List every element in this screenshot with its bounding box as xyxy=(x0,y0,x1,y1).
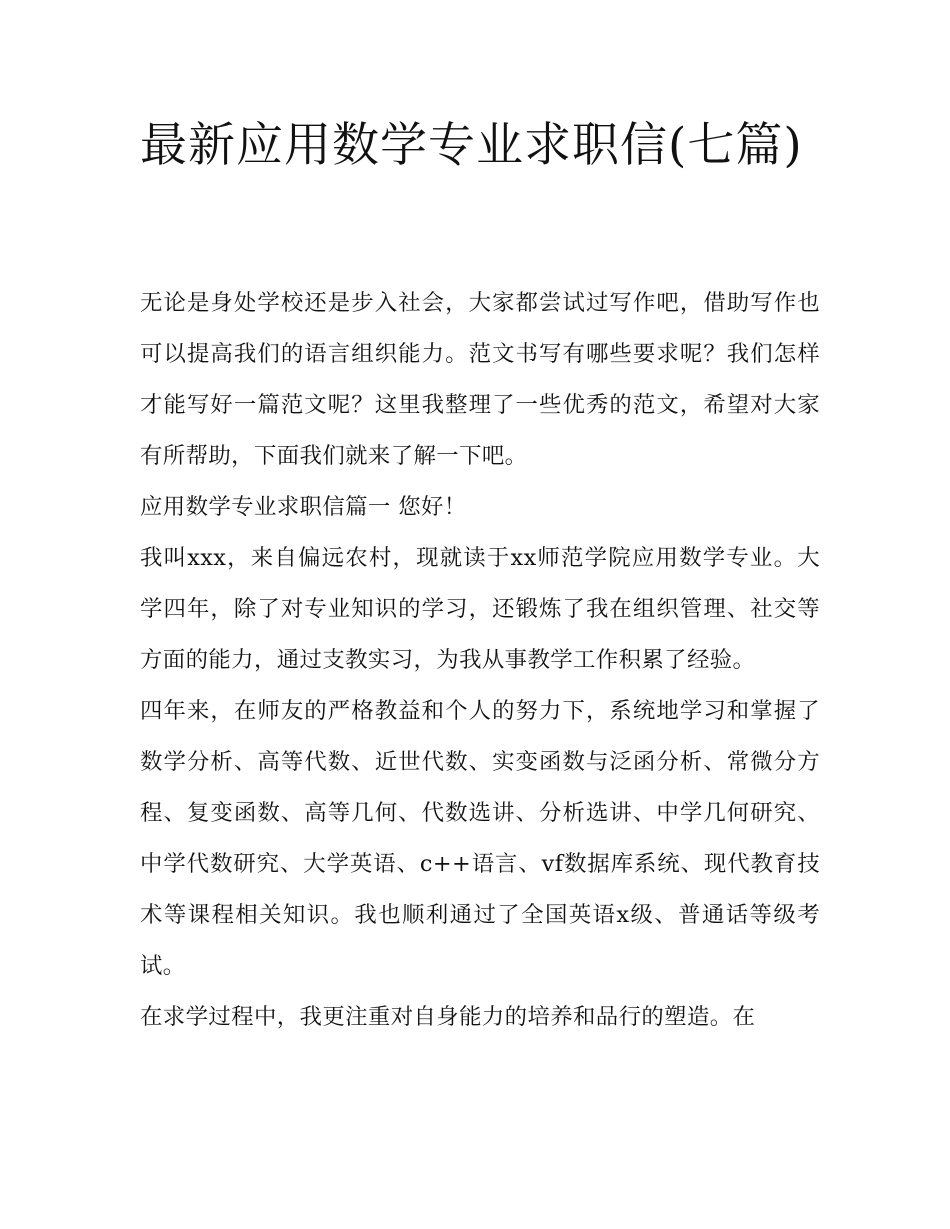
document-body xyxy=(140,278,820,1043)
intro-paragraph: 无论是身处学校还是步入社会，大家都尝试过写作吧，借助写作也可以提高我们的语言组织能力。范文书写有哪些要求呢？我们怎样才能写好一篇范文呢？这里我整理了一些优秀的范文，希望对大家有所帮助，下面我们就来了解一下吧。 xyxy=(140,290,820,469)
ability-paragraph: 在求学过程中，我更注重对自身能力的培养和品行的塑造。在 xyxy=(140,1004,756,1030)
section-heading-paragraph: 应用数学专业求职信篇一 您好！ xyxy=(140,494,467,520)
document-title: 最新应用数学专业求职信(七篇) xyxy=(140,118,803,173)
courses-paragraph: 四年来，在师友的严格教益和个人的努力下，系统地学习和掌握了数学分析、高等代数、近世代数、实变函数与泛函分析、常微分方程、复变函数、高等几何、代数选讲、分析选讲、中学几何研究、中学代数研究、大学英语、c++语言、vf数据库系统、现代教育技术等课程相关知识。我也顺利通过了全国英语x级、普通话等级考试。 xyxy=(140,698,820,979)
self-introduction-paragraph: 我叫xxx，来自偏远农村，现就读于xx师范学院应用数学专业。大学四年，除了对专业知识的学习，还锻炼了我在组织管理、社交等方面的能力，通过支教实习，为我从事教学工作积累了经验。 xyxy=(140,545,820,673)
